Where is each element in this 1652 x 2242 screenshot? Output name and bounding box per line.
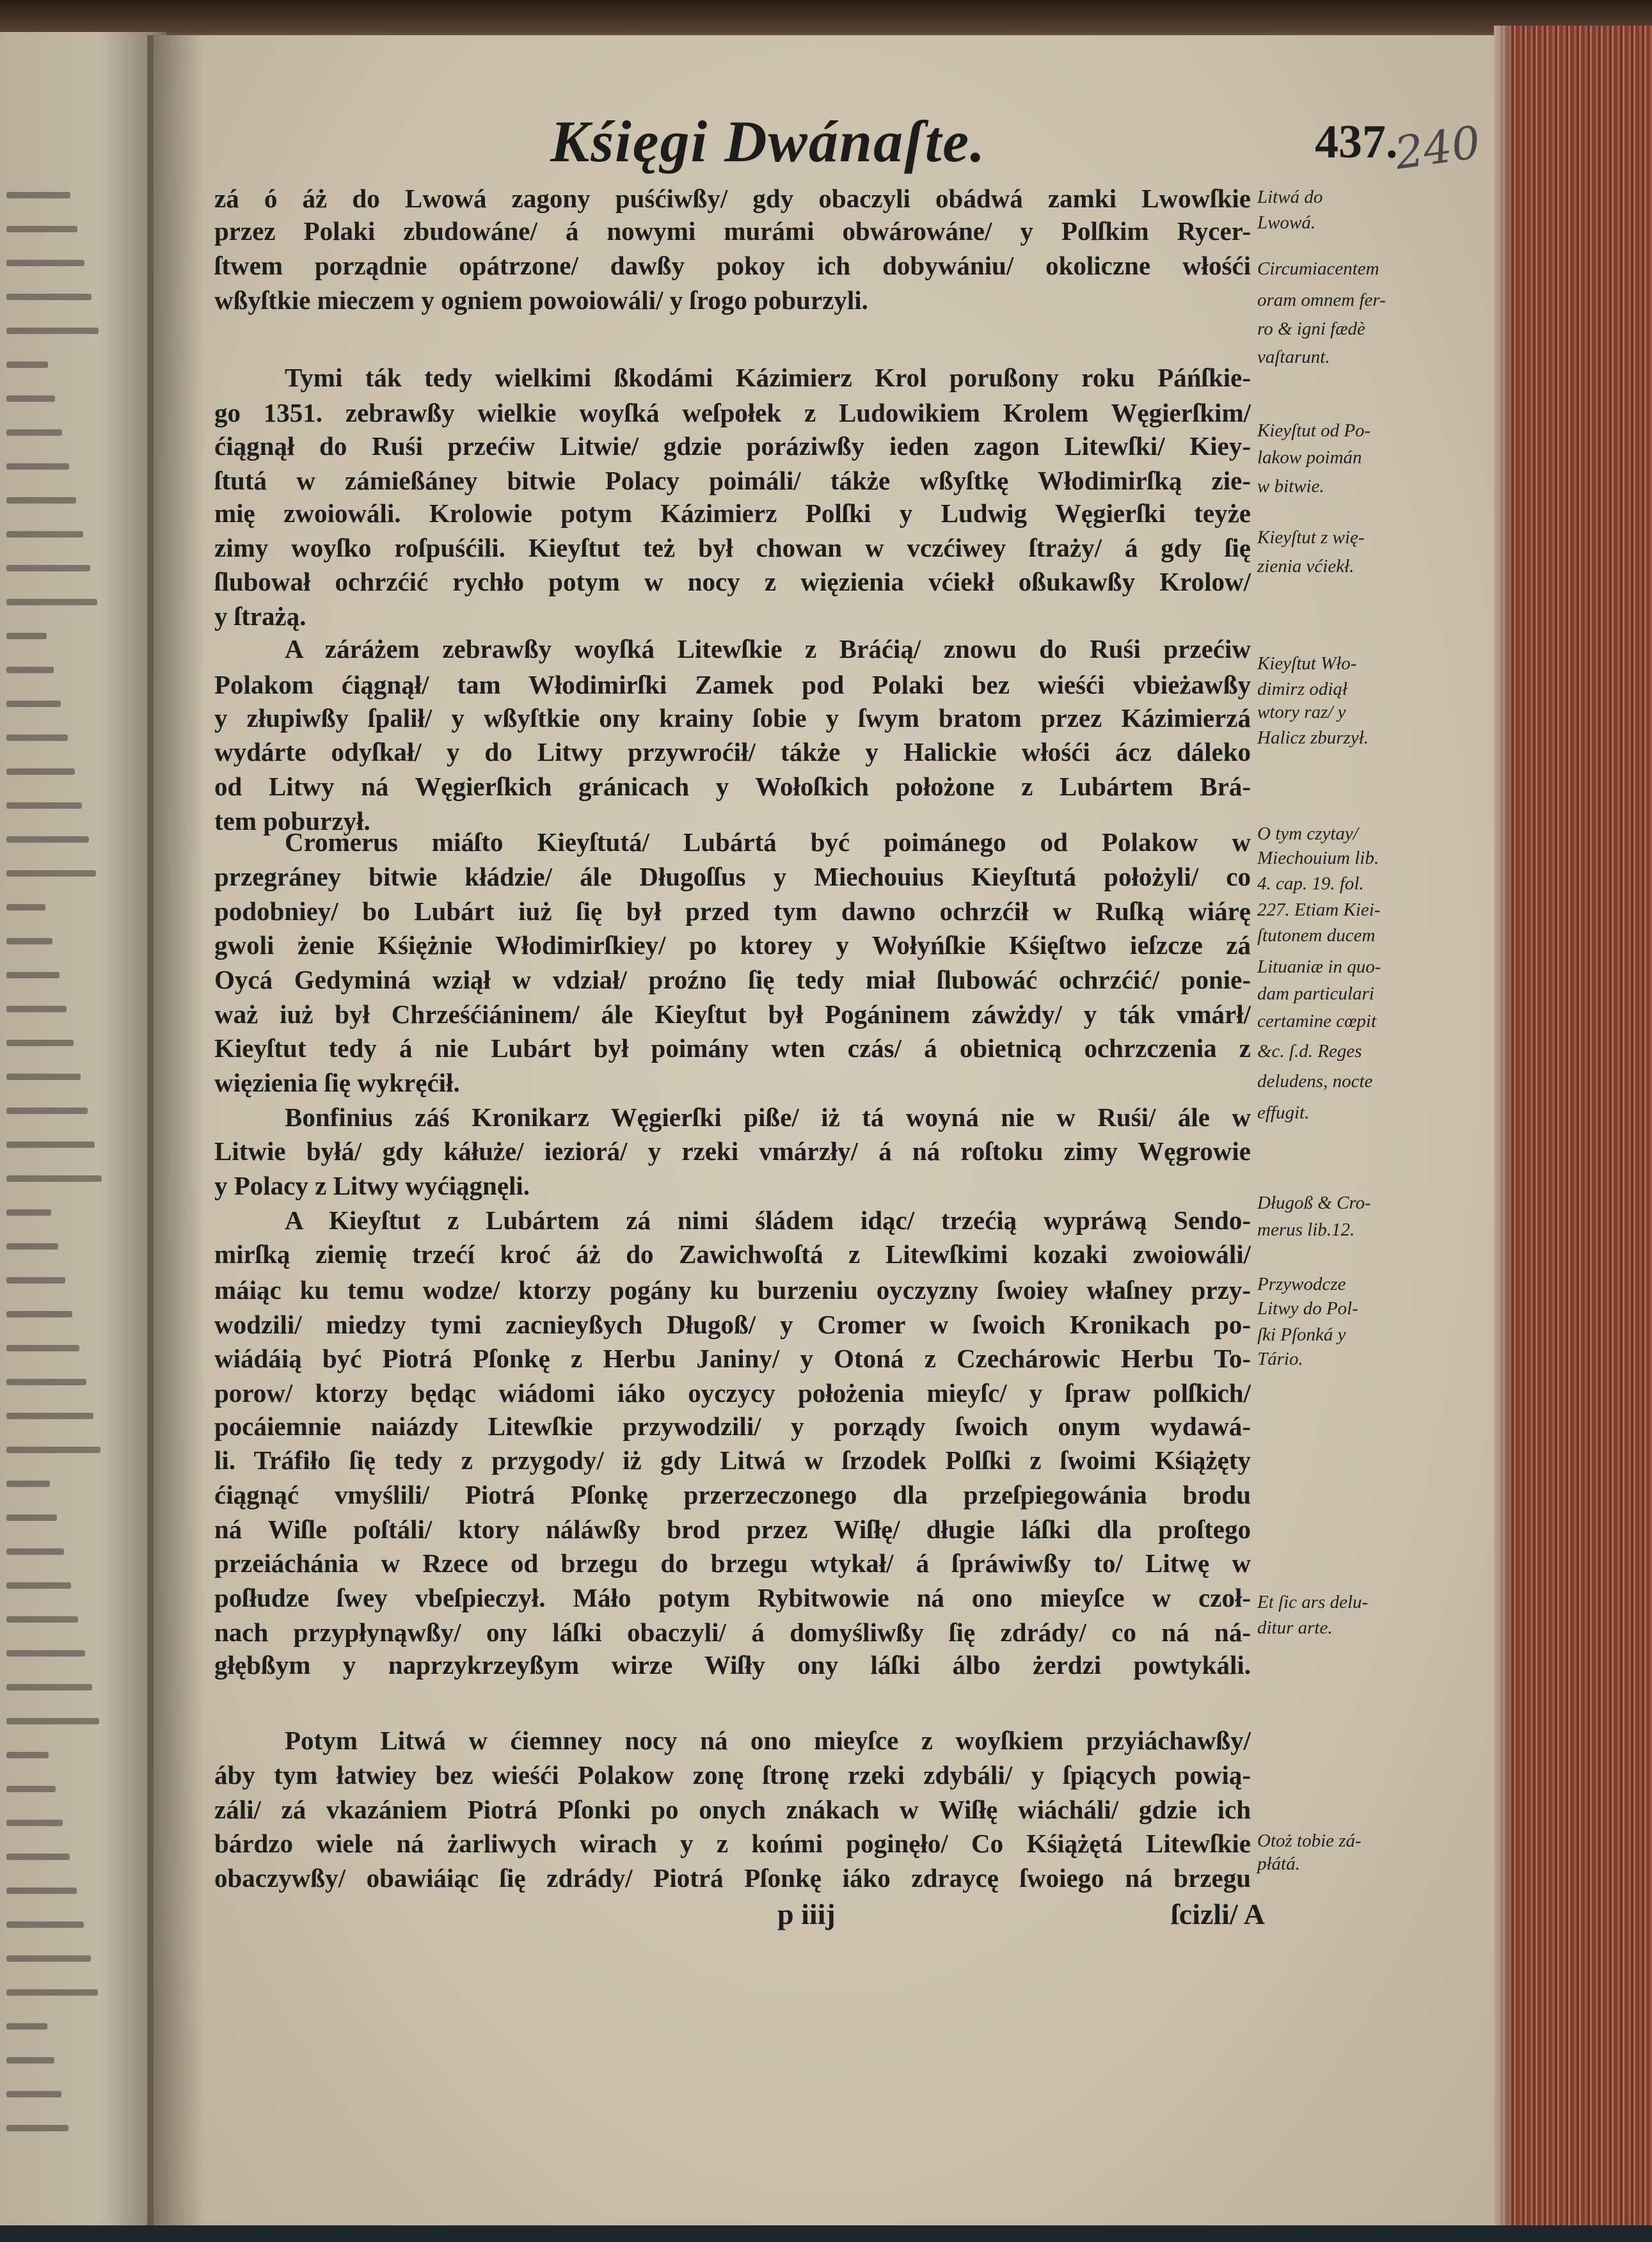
margin-note: Litwá do — [1257, 187, 1323, 207]
text-line: Tymi ták tedy wielkimi ßkodámi Kázimierz Krol porußony roku Páńſkie- — [285, 363, 1251, 392]
margin-note: ro & igni fædè — [1257, 319, 1365, 339]
left-page-text-fragment — [6, 667, 54, 673]
text-line: wydárte odyſkał/ y do Litwy przywroćił/ tákże y Halickie włośći ácz dáleko — [214, 737, 1251, 767]
left-page-text-fragment — [6, 1345, 79, 1351]
text-line: od Litwy ná Węgierſkich gránicach y Wołoſkich położone z Lubártem Brá- — [214, 772, 1251, 801]
text-line: záli/ zá vkazániem Piotrá Pſonki po onych znákach w Wiſłę wiácháli/ gdzie ich — [214, 1795, 1251, 1824]
left-page-text-fragment — [6, 1582, 71, 1589]
left-page-text-fragment — [6, 1684, 92, 1690]
margin-note: Et ſic ars delu- — [1257, 1592, 1369, 1612]
margin-note: Otoż tobie zá- — [1257, 1831, 1362, 1851]
left-page-text-fragment — [6, 395, 55, 402]
text-line: A Kieyſtut z Lubártem zá nimi śládem idąc/ trzećią wypráwą Sendo- — [285, 1205, 1251, 1235]
left-page-text-fragment — [6, 1854, 70, 1860]
text-line: Polakom ćiągnął/ tam Włodimirſki Zamek pod Polaki bez wieśći vbieżawßy — [214, 670, 1251, 699]
gutter-shadow — [147, 35, 205, 2227]
text-line: wodzili/ miedzy tymi zacnieyßych Długoß/ y Cromer w ſwoich Kronikach po- — [214, 1310, 1251, 1339]
text-line: pocáiemnie naiázdy Litewſkie przywodzili/ y porządy ſwoich onym wydawá- — [214, 1411, 1251, 1441]
left-page-text-fragment — [6, 328, 99, 334]
margin-note: płátá. — [1257, 1854, 1300, 1874]
left-page-text-fragment — [6, 735, 68, 741]
text-line: przeiáchánia w Rzece od brzegu do brzegu wtykał/ á ſpráwiwßy to/ Litwę w — [214, 1548, 1251, 1578]
text-line: ćiągnął do Ruśi przećiw Litwie/ gdzie poráziwßy ieden zagon Litewſki/ Kiey- — [214, 431, 1251, 461]
text-line: y Polacy z Litwy wyćiągnęli. — [214, 1171, 530, 1200]
left-page-text-fragment — [6, 463, 69, 470]
text-line: bárdzo wiele ná żarliwych wirach y z końmi poginęło/ Co Kśiążętá Litewſkie — [214, 1829, 1251, 1858]
margin-note: Przywodcze — [1257, 1274, 1346, 1294]
left-page-text-fragment — [6, 2125, 68, 2131]
text-line: mię zwoiowáli. Krolowie potym Kázimierz Polſki y Ludwig Węgierſki teyże — [214, 498, 1251, 528]
text-line: więzienia ſię wykręćił. — [214, 1068, 460, 1097]
left-page-text-fragment — [6, 1888, 77, 1894]
margin-note: Lwowá. — [1257, 212, 1316, 233]
left-page-text-fragment — [6, 1209, 51, 1216]
running-title: Kśięgi Dwánaſte. — [550, 109, 987, 174]
text-line: głębßym y naprzykrzeyßym wirze Wiſły ony láſki álbo żerdzi powtykáli. — [214, 1650, 1251, 1680]
text-line: Litwie byłá/ gdy káłuże/ ieziorá/ y rzeki vmárzły/ á ná roſtoku zimy Węgrowie — [214, 1136, 1251, 1166]
left-page-text-fragment — [6, 768, 75, 775]
margin-note: certamine cœpit — [1257, 1011, 1377, 1031]
left-page-text-fragment — [6, 1481, 50, 1487]
left-page-text-fragment — [6, 1752, 49, 1758]
left-page-text-fragment — [6, 1311, 72, 1317]
left-page-text-fragment — [6, 1989, 98, 1996]
margin-note: Circumiacentem — [1257, 258, 1379, 279]
left-page-text-fragment — [6, 972, 60, 978]
margin-note: effugit. — [1257, 1102, 1310, 1123]
margin-note: Miechouium lib. — [1257, 848, 1379, 868]
text-line: gwoli żenie Kśiężnie Włodimirſkiey/ po ktorey y Wołyńſkie Kśięſtwo ieſzcze zá — [214, 930, 1251, 960]
left-page-text-fragment — [6, 1379, 86, 1385]
margin-note: Halicz zburzył. — [1257, 727, 1369, 748]
catchword: ſcizli/ A — [1171, 1898, 1265, 1930]
text-line: áby tym łatwiey bez wieśći Polakow zonę ſtronę rzeki zdybáli/ y ſpiących powią- — [214, 1760, 1251, 1790]
text-line: A záráżem zebrawßy woyſká Litewſkie z Bráćią/ znowu do Ruśi przećiw — [285, 634, 1251, 664]
left-page-text-fragment — [6, 2057, 54, 2063]
margin-note: oram omnem fer- — [1257, 290, 1386, 310]
left-page-text-fragment — [6, 1921, 84, 1928]
text-line: wiádáią być Piotrá Pſonkę z Herbu Janiny/ y Otoná z Czechárowic Herbu To- — [214, 1344, 1251, 1373]
text-line: Potym Litwá w ćiemney nocy ná ono mieyſce z woyſkiem przyiáchawßy/ — [285, 1726, 1251, 1755]
text-line: y ſtrażą. — [214, 601, 306, 631]
left-page-text-fragment — [6, 836, 89, 843]
margin-note: Litwy do Pol- — [1257, 1298, 1358, 1319]
text-line: zimy woyſko roſpuśćili. Kieyſtut też był chowan w vczćiwey ſtraży/ á gdy ſię — [214, 533, 1251, 562]
left-page-text-fragment — [6, 802, 82, 809]
text-line: y złupiwßy ſpalił/ y wßyſtkie ony krainy ſobie y ſwym bratom przez Kázimierzá — [214, 703, 1251, 733]
text-line: nach przypłynąwßy/ ony láſki obaczyli/ á domyśliwßy ſię zdrády/ co ná ná- — [214, 1618, 1251, 1647]
text-line: máiąc ku temu wodze/ ktorzy pogány ku burzeniu oyczyzny ſwoiey właſney przy- — [214, 1275, 1251, 1305]
left-page-text-fragment — [6, 226, 77, 232]
margin-note: zienia vćiekł. — [1257, 556, 1354, 576]
left-page-text-fragment — [6, 2023, 47, 2030]
text-line: Kieyſtut tedy á nie Lubárt był poimány wten czás/ á obietnicą ochrzczenia z — [214, 1033, 1251, 1063]
text-line: przez Polaki zbudowáne/ á nowymi murámi obwárowáne/ y Polſkim Rycer- — [214, 216, 1251, 246]
text-line: porow/ ktorzy będąc wiádomi iáko oyczycy położenia mieyſc/ y ſpraw polſkich/ — [214, 1378, 1251, 1408]
margin-note: Tário. — [1257, 1349, 1303, 1369]
text-line: ćiągnąć vmyślili/ Piotrá Pſonkę przerzeczonego dla przeſpiegowánia brodu — [214, 1480, 1251, 1509]
handwritten-folio-number: 240 — [1391, 116, 1484, 180]
left-page-text-fragment — [6, 1515, 57, 1521]
text-line: ſtwem porządnie opátrzone/ dawßy pokoy ich dobywániu/ okoliczne włośći — [214, 251, 1251, 280]
left-page-text-fragment — [6, 565, 90, 571]
margin-note: merus lib.12. — [1257, 1220, 1355, 1240]
margin-note: Lituaniæ in quo- — [1257, 957, 1381, 977]
left-page-text-fragment — [6, 1548, 64, 1555]
text-line: Cromerus miáſto Kieyſtutá/ Lubártá być poimánego od Polakow w — [285, 827, 1251, 857]
left-page-text-fragment — [6, 1786, 56, 1792]
left-page-text-fragment — [6, 599, 97, 605]
left-page-text-fragment — [6, 633, 47, 639]
left-page-text-fragment — [6, 1074, 81, 1080]
left-page-text-fragment — [6, 1650, 85, 1657]
margin-note: deludens, nocte — [1257, 1071, 1373, 1092]
text-line: ſtutá w zámießáney bitwie Polacy poimáli/ tákże wßyſtkę Włodimirſką zie- — [214, 466, 1251, 495]
margin-note: ſtutonem ducem — [1257, 925, 1376, 946]
left-page-text-fragment — [6, 904, 45, 910]
text-line: li. Tráfiło ſię tedy z przygody/ iż gdy Litwá w ſrzodek Polſki z ſwoimi Kśiążęty — [214, 1445, 1251, 1475]
text-line: tem poburzył. — [214, 806, 370, 836]
signature-mark: p iiij — [777, 1898, 836, 1930]
margin-note: lakow poimán — [1257, 447, 1362, 468]
margin-note: wtory raz/ y — [1257, 702, 1346, 722]
left-page-text-fragment — [6, 1175, 102, 1182]
left-page-text-fragment — [6, 2091, 61, 2097]
left-page-text-fragment — [6, 362, 48, 368]
text-line: poſłudze ſwey vbeſpieczył. Máło potym Rybitwowie ná ono mieyſce w czoł- — [214, 1583, 1251, 1612]
text-line: waż iuż był Chrześćiáninem/ ále Kieyſtut był Pogáninem záwżdy/ y ták vmárł/ — [214, 999, 1251, 1029]
background-bottom — [0, 2225, 1652, 2242]
left-page-text-fragment — [6, 1955, 91, 1962]
text-line: ſlubował ochrzćić rychło potym w nocy z więzienia vćiekł oßukawßy Krolow/ — [214, 567, 1251, 596]
text-line: obaczywßy/ obawiáiąc ſię zdrády/ Piotrá Pſonkę iáko zdraycę ſwoiego ná brzegu — [214, 1863, 1251, 1893]
left-page-text-fragment — [6, 192, 70, 198]
margin-note: 4. cap. 19. fol. — [1257, 873, 1364, 894]
margin-note: Kieyſtut Wło- — [1257, 653, 1357, 674]
text-line: podobniey/ bo Lubárt iuż ſię był przed tym dawno ochrzćił w Ruſką wiárę — [214, 896, 1251, 926]
left-page-text-fragment — [6, 1040, 74, 1046]
margin-note: vaſtarunt. — [1257, 347, 1330, 367]
margin-note: &c. ſ.d. Reges — [1257, 1041, 1362, 1061]
left-page-text-fragment — [6, 1718, 99, 1724]
left-page-text-fragment — [6, 701, 61, 707]
text-line: wßyſtkie mieczem y ogniem powoiowáli/ y ſrogo poburzyli. — [214, 285, 868, 315]
left-page-text-fragment — [6, 429, 62, 436]
left-page-text-fragment — [6, 294, 91, 300]
margin-note: O tym czytay/ — [1257, 823, 1358, 844]
left-page-text-fragment — [6, 1243, 58, 1250]
text-line: przegráney bitwie kłádzie/ ále Długoſſus y Miechouius Kieyſtutá położyli/ co — [214, 862, 1251, 891]
text-line: Oycá Gedyminá wziął w vdział/ proźno ſię tedy miał ſlubowáć ochrzćić/ ponie- — [214, 965, 1251, 994]
left-page-text-fragment — [6, 870, 96, 877]
margin-note: ſki Pſonká y — [1257, 1324, 1346, 1345]
left-page-text-fragment — [6, 1277, 65, 1284]
left-page-text-fragment — [6, 1447, 100, 1453]
left-page-text-fragment — [6, 531, 83, 537]
page-number: 437. — [1315, 116, 1398, 168]
margin-note: 227. Etiam Kiei- — [1257, 900, 1381, 920]
left-page-text-fragment — [6, 938, 52, 944]
margin-note: w bitwie. — [1257, 476, 1324, 497]
text-line: go 1351. zebrawßy wielkie woyſká weſpołek z Ludowikiem Krolem Węgierſkim/ — [214, 398, 1251, 427]
left-page-text-fragment — [6, 497, 76, 504]
margin-note: dam particulari — [1257, 983, 1374, 1004]
margin-note: ditur arte. — [1257, 1618, 1333, 1638]
margin-note: Kieyſtut z wię- — [1257, 527, 1365, 548]
left-page-text-fragment — [6, 260, 84, 266]
margin-note: Kieyſtut od Po- — [1257, 420, 1371, 441]
margin-note: Długoß & Cro- — [1257, 1193, 1371, 1213]
text-line: Bonfinius záś Kronikarz Węgierſki piße/ iż tá woyná nie w Ruśi/ ále w — [285, 1102, 1251, 1132]
text-line: zá ó áż do Lwowá zagony puśćiwßy/ gdy obaczyli obádwá zamki Lwowſkie — [214, 184, 1251, 213]
page-stack-edge — [1494, 26, 1652, 2227]
left-page-edge — [0, 32, 166, 2227]
left-page-text-fragment — [6, 1141, 95, 1148]
text-line: ná Wiſle poſtáli/ ktory náláwßy brod przez Wiſłę/ długie láſki dla proſtego — [214, 1515, 1251, 1544]
left-page-text-fragment — [6, 1108, 88, 1114]
left-page-text-fragment — [6, 1616, 78, 1623]
left-page-text-fragment — [6, 1006, 67, 1012]
text-line: mirſką ziemię trzećí kroć áż do Zawichwoſtá z Litewſkimi kozaki zwoiowáli/ — [214, 1239, 1251, 1269]
left-page-text-fragment — [6, 1820, 63, 1826]
left-page-text-fragment — [6, 1413, 93, 1419]
margin-note: dimirz odiął — [1257, 679, 1347, 699]
